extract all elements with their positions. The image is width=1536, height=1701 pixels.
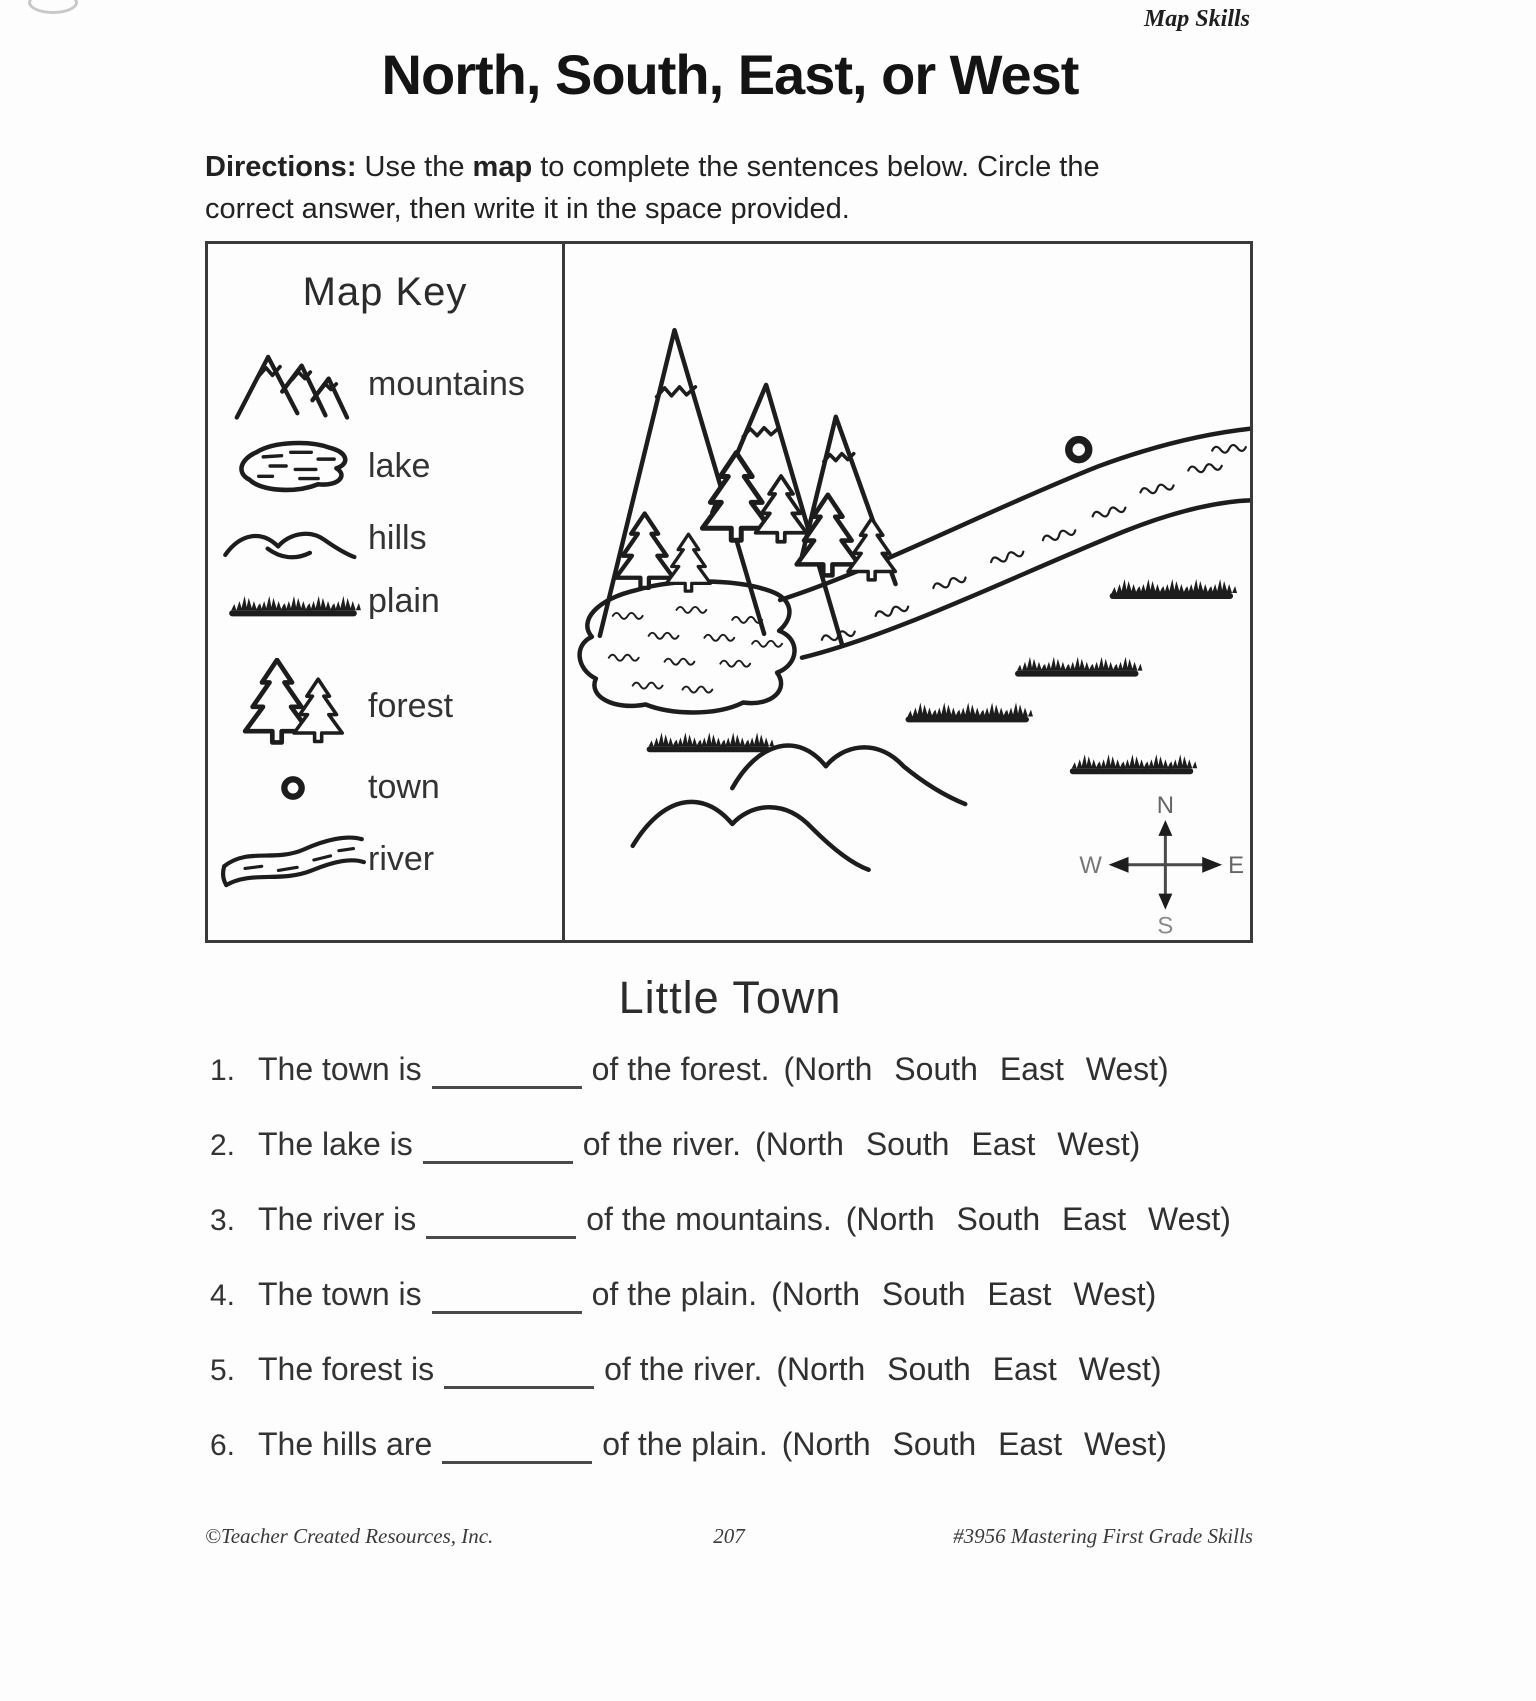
directions-text <box>205 146 1220 230</box>
question-row <box>210 1273 1470 1317</box>
scan-smudge <box>28 0 78 14</box>
key-label-forest: forest <box>368 686 454 725</box>
footer-publisher: ©Teacher Created Resources, Inc. <box>205 1524 494 1548</box>
map-title: Little Town <box>618 972 842 1023</box>
question-before-blank: The lake is <box>258 1126 413 1162</box>
answer-blank <box>423 1141 573 1164</box>
answer-blank <box>432 1066 582 1089</box>
directions-map-word: map <box>472 151 533 183</box>
question-number: 6. <box>210 1429 236 1462</box>
question-before-blank: The hills are <box>258 1426 433 1462</box>
answer-options: (North South East West) <box>755 1126 1141 1162</box>
key-label-lake: lake <box>368 446 431 485</box>
key-row-plain <box>218 582 554 621</box>
little-town-map <box>565 244 1250 940</box>
answer-blank <box>444 1366 594 1389</box>
directions-segment: correct answer, then write it in the space provided. <box>205 193 850 226</box>
question-number: 5. <box>210 1354 236 1387</box>
footer-book-title: #3956 Mastering First Grade Skills <box>953 1524 1253 1548</box>
key-label-town: town <box>368 768 440 806</box>
question-before-blank: The town is <box>258 1276 422 1312</box>
question-row <box>210 1048 1470 1092</box>
compass-arrow-south <box>1158 894 1172 910</box>
compass-rose <box>1079 792 1244 939</box>
compass-label-east: E <box>1228 851 1245 879</box>
map-key-panel <box>208 244 565 940</box>
map-lake <box>580 582 795 713</box>
question-after-blank: of the forest. <box>591 1051 770 1087</box>
answer-options: (North South East West) <box>771 1276 1157 1312</box>
key-row-forest <box>218 658 554 754</box>
question-before-blank: The river is <box>258 1201 417 1237</box>
lake-icon <box>218 434 368 498</box>
question-before-blank: The forest is <box>258 1351 435 1387</box>
key-label-river: river <box>368 839 435 878</box>
compass-arrow-north <box>1158 820 1172 836</box>
river-icon <box>218 824 368 894</box>
key-label-plain: plain <box>368 582 440 620</box>
mountains-icon <box>218 344 368 424</box>
answer-blank <box>442 1441 592 1464</box>
answer-options: (North South East West) <box>776 1351 1162 1387</box>
directions-segment: Use the <box>356 151 473 183</box>
question-number: 4. <box>210 1279 236 1312</box>
question-number: 2. <box>210 1129 236 1162</box>
key-label-mountains: mountains <box>368 364 525 403</box>
question-after-blank: of the mountains. <box>586 1201 832 1237</box>
key-row-lake <box>218 434 554 498</box>
compass-label-north: N <box>1156 792 1174 820</box>
answer-blank <box>426 1216 576 1239</box>
map-hills <box>633 746 966 870</box>
key-row-mountains <box>218 344 554 424</box>
question-row <box>210 1198 1470 1242</box>
town-marker <box>1069 440 1089 460</box>
map-key-title: Map Key <box>302 270 468 314</box>
key-label-hills: hills <box>368 518 427 557</box>
forest-icon <box>218 658 368 754</box>
questions-list <box>210 1048 1470 1498</box>
question-after-blank: of the plain. <box>602 1426 768 1462</box>
answer-options: (North South East West) <box>845 1201 1231 1237</box>
footer-page-number: 207 <box>713 1524 745 1548</box>
page-footer <box>205 1524 1253 1549</box>
question-row <box>210 1423 1470 1467</box>
directions-segment: to complete the sentences below. Circle the <box>532 151 1100 183</box>
question-after-blank: of the plain. <box>591 1276 758 1312</box>
page-header-label: Map Skills <box>1143 6 1250 32</box>
question-row <box>210 1123 1470 1167</box>
question-number: 3. <box>210 1204 236 1237</box>
map-figure <box>205 241 1253 943</box>
question-row <box>210 1348 1470 1392</box>
forest-cluster <box>616 513 711 591</box>
question-number: 1. <box>210 1054 236 1087</box>
plain-icon <box>218 584 368 620</box>
key-row-river <box>218 824 554 894</box>
answer-options: (North South East West) <box>781 1426 1167 1462</box>
compass-arrow-east <box>1202 857 1222 873</box>
compass-label-west: W <box>1079 851 1102 879</box>
compass-label-south: S <box>1157 912 1174 940</box>
key-row-town <box>218 768 554 807</box>
question-after-blank: of the river. <box>582 1126 742 1162</box>
lake-water-marks <box>609 607 782 693</box>
map-canvas <box>565 244 1250 940</box>
answer-options: (North South East West) <box>783 1051 1169 1087</box>
town-icon <box>218 773 368 803</box>
compass-arrow-west <box>1109 857 1129 873</box>
answer-blank <box>432 1291 582 1314</box>
key-row-hills <box>218 512 554 564</box>
page-title: North, South, East, or West <box>381 43 1079 106</box>
question-before-blank: The town is <box>258 1051 422 1087</box>
directions-label: Directions: <box>205 151 357 183</box>
hills-icon <box>218 512 368 564</box>
question-after-blank: of the river. <box>604 1351 763 1387</box>
map-forest <box>616 453 895 591</box>
